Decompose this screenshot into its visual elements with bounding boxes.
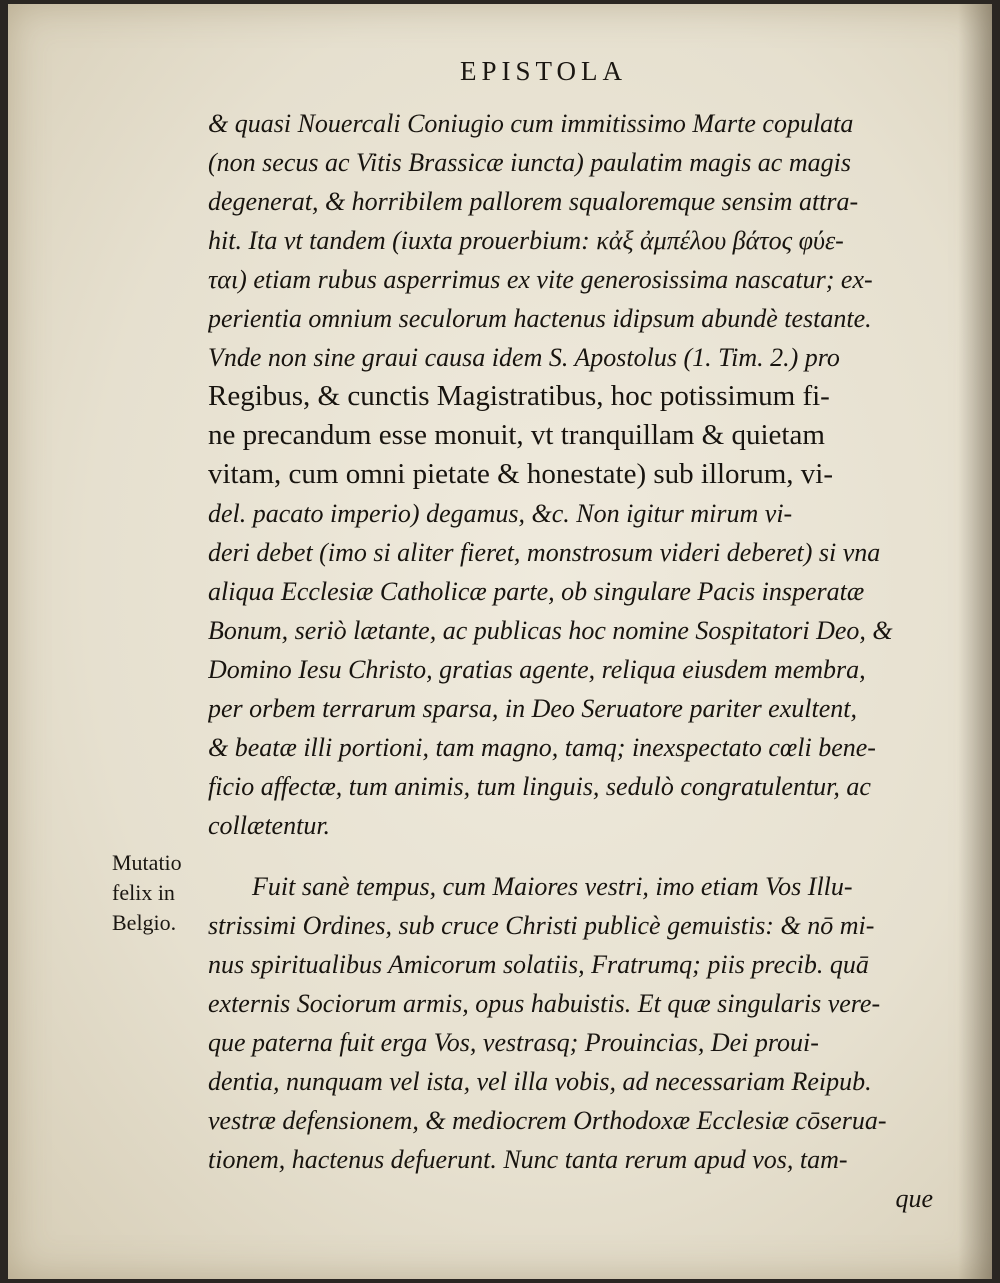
marginal-note-line: Belgio. <box>112 910 177 935</box>
marginal-note-line: felix in <box>112 880 175 905</box>
page-edge-shadow <box>958 4 992 1279</box>
text-line: del. pacato imperio) degamus, &c. Non igitur mirum vi- <box>208 499 793 528</box>
text-line: Fuit sanè tempus, cum Maiores vestri, imo etiam Vos Illu- <box>252 872 853 901</box>
text-line: per orbem terrarum sparsa, in Deo Seruatore pariter exultent, <box>208 694 857 723</box>
text-line: deri debet (imo si aliter fieret, monstrosum videri deberet) si vna <box>208 538 881 567</box>
text-line: aliqua Ecclesiæ Catholicæ parte, ob singulare Pacis insperatæ <box>208 577 865 606</box>
marginal-note <box>112 848 202 938</box>
book-page <box>8 4 992 1279</box>
text-line: strissimi Ordines, sub cruce Christi publicè gemuistis: & nō mi- <box>208 911 875 940</box>
text-line: degenerat, & horribilem pallorem squaloremque sensim attra- <box>208 187 859 216</box>
text-line: (non secus ac Vitis Brassicæ iuncta) paulatim magis ac magis <box>208 148 851 177</box>
text-line: ται) etiam rubus asperrimus ex vite generosissima nascatur; ex- <box>208 265 873 294</box>
catchword: que <box>895 1184 933 1213</box>
paragraph-gap <box>208 845 933 867</box>
text-line: externis Sociorum armis, opus habuistis. Et quæ singularis vere- <box>208 989 881 1018</box>
text-line: Domino Iesu Christo, gratias agente, reliqua eiusdem membra, <box>208 655 866 684</box>
text-line: collætentur. <box>208 811 331 840</box>
text-line: vitam, cum omni pietate & honestate) sub illorum, vi- <box>208 458 833 490</box>
marginal-note-line: Mutatio <box>112 850 182 875</box>
text-line: Regibus, & cunctis Magistratibus, hoc potissimum fi- <box>208 380 830 412</box>
text-line: ne precandum esse monuit, vt tranquillam & quietam <box>208 419 825 451</box>
text-line: tionem, hactenus defuerunt. Nunc tanta rerum apud vos, tam- <box>208 1145 848 1174</box>
text-line: vestræ defensionem, & mediocrem Orthodoxæ Ecclesiæ cōserua- <box>208 1106 887 1135</box>
text-line: Bonum, seriò lætante, ac publicas hoc nomine Sospitatori Deo, & <box>208 616 893 645</box>
text-line: nus spiritualibus Amicorum solatiis, Fratrumq; piis precib. quā <box>208 950 869 979</box>
text-line: dentia, nunquam vel ista, vel illa vobis, ad necessariam Reipub. <box>208 1067 872 1096</box>
text-line: & quasi Nouercali Coniugio cum immitissimo Marte copulata <box>208 109 854 138</box>
text-line: perientia omnium seculorum hactenus idipsum abundè testante. <box>208 304 872 333</box>
text-line: que paterna fuit erga Vos, vestrasq; Prouincias, Dei proui- <box>208 1028 819 1057</box>
text-line: Vnde non sine graui causa idem S. Apostolus (1. Tim. 2.) pro <box>208 343 840 372</box>
text-line: ficio affectæ, tum animis, tum linguis, sedulò congratulentur, ac <box>208 772 871 801</box>
text-line: hit. Ita vt tandem (iuxta prouerbium: κἀξ ἀμπέλου βάτος φύε- <box>208 226 844 255</box>
text-line: & beatæ illi portioni, tam magno, tamq; inexspectato cœli bene- <box>208 733 876 762</box>
paragraph-1 <box>208 104 933 845</box>
running-head: EPISTOLA <box>460 56 628 86</box>
main-text <box>208 104 933 1218</box>
paragraph-2 <box>208 867 933 1179</box>
